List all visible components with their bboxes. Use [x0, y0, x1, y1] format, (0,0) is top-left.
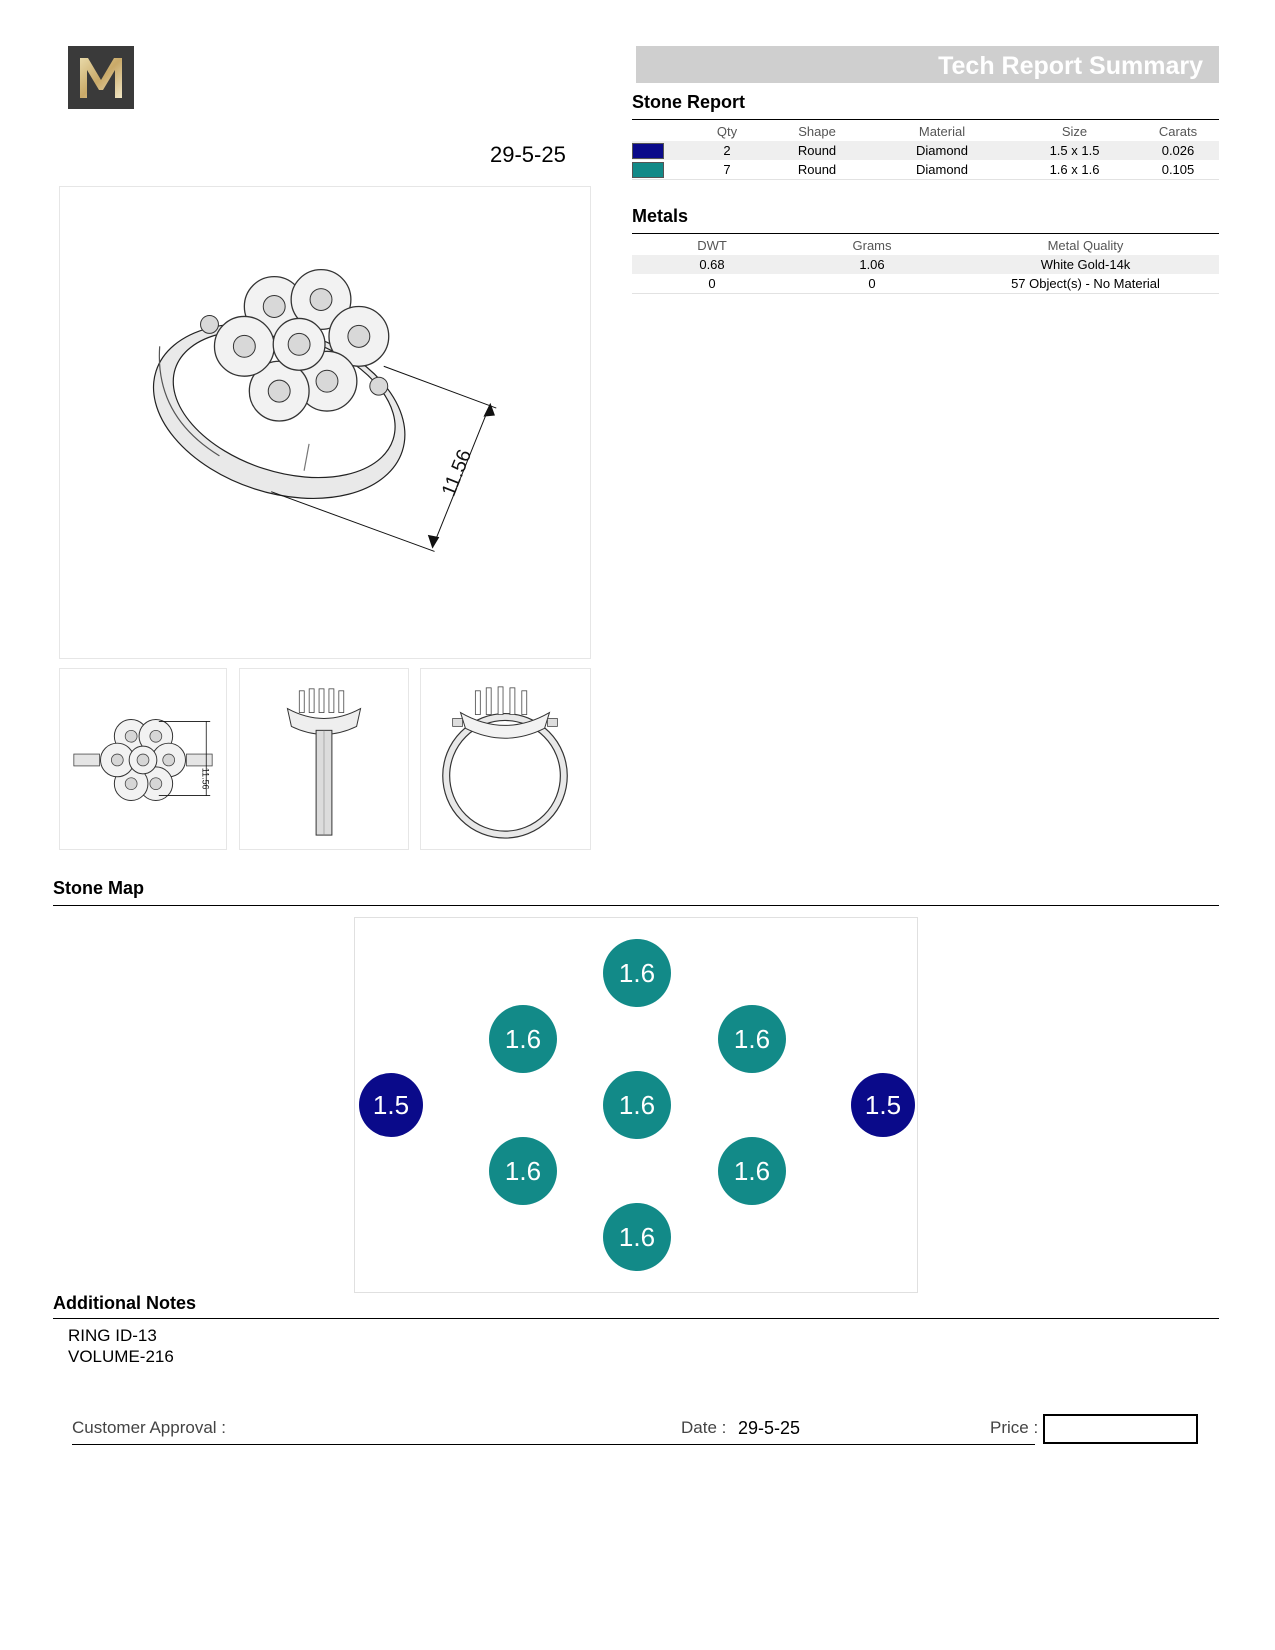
stone-marker: 1.6: [603, 1203, 671, 1271]
note-line: RING ID-13: [68, 1326, 157, 1345]
stone-report-rule: [632, 119, 1219, 120]
ring-front-view: [420, 668, 591, 850]
grams-cell: 1.06: [792, 255, 952, 274]
table-row: [632, 274, 1219, 294]
color-swatch: [632, 143, 664, 159]
quality-cell: 57 Object(s) - No Material: [952, 274, 1219, 294]
customer-approval-label: Customer Approval :: [72, 1418, 227, 1437]
price-label: Price :: [990, 1418, 1039, 1437]
size-cell: 1.5 x 1.5: [1012, 141, 1137, 160]
stone-marker: 1.6: [718, 1005, 786, 1073]
shape-cell: Round: [762, 141, 872, 160]
stone-report-table: [632, 122, 1219, 180]
date-label: Date :: [681, 1418, 727, 1437]
dwt-cell: 0: [632, 274, 792, 294]
table-row: [632, 160, 1219, 180]
shape-cell: Round: [762, 160, 872, 180]
stone-marker: 1.6: [489, 1137, 557, 1205]
col-dwt: DWT: [697, 238, 727, 253]
col-shape: Shape: [798, 124, 836, 139]
col-metal-quality: Metal Quality: [1047, 238, 1124, 253]
note-line: VOLUME-216: [68, 1347, 174, 1366]
stone-marker: 1.6: [718, 1137, 786, 1205]
carats-cell: 0.026: [1137, 141, 1219, 160]
report-title: Tech Report Summary: [938, 52, 1203, 80]
notes-title: Additional Notes: [53, 1293, 196, 1313]
stone-marker: 1.5: [359, 1073, 423, 1137]
grams-cell: 0: [792, 274, 952, 294]
stone-report-header-row: [632, 122, 1219, 141]
color-swatch: [632, 162, 664, 178]
company-logo: [68, 46, 134, 109]
notes-rule: [53, 1318, 1219, 1319]
stone-map-rule: [53, 905, 1219, 906]
metals-title: Metals: [632, 206, 689, 226]
material-cell: Diamond: [872, 141, 1012, 160]
size-cell: 1.6 x 1.6: [1012, 160, 1137, 180]
report-date: 29-5-25: [490, 142, 566, 167]
qty-cell: 2: [692, 141, 762, 160]
metals-rule: [632, 233, 1219, 234]
col-carats: Carats: [1158, 124, 1198, 139]
material-cell: Diamond: [872, 160, 1012, 180]
metals-header-row: [632, 236, 1219, 255]
report-title-bar: [636, 46, 1219, 83]
price-field[interactable]: [1043, 1414, 1198, 1444]
stone-marker: 1.5: [851, 1073, 915, 1137]
col-size: Size: [1061, 124, 1088, 139]
carats-cell: 0.105: [1137, 160, 1219, 180]
stone-report-title: Stone Report: [632, 92, 746, 112]
table-row: [632, 141, 1219, 160]
stone-map-title: Stone Map: [53, 878, 145, 898]
dwt-cell: 0.68: [632, 255, 792, 274]
stone-marker: 1.6: [603, 1071, 671, 1139]
main-dimension-label: 11.56: [437, 446, 477, 500]
table-row: [632, 255, 1219, 274]
approval-signature-line: [72, 1444, 1035, 1445]
stone-map: [354, 917, 918, 1293]
col-material: Material: [918, 124, 966, 139]
ring-side-view: [239, 668, 409, 850]
col-grams: Grams: [852, 238, 892, 253]
ring-top-view: [59, 668, 227, 850]
metals-table: [632, 236, 1219, 294]
col-qty: Qty: [716, 124, 738, 139]
stone-marker: 1.6: [603, 939, 671, 1007]
stone-marker: 1.6: [489, 1005, 557, 1073]
approval-date-value: 29-5-25: [738, 1418, 801, 1438]
ring-perspective-view: [59, 186, 591, 659]
top-view-dimension-label: 11.56: [200, 767, 211, 790]
qty-cell: 7: [692, 160, 762, 180]
quality-cell: White Gold-14k: [952, 255, 1219, 274]
